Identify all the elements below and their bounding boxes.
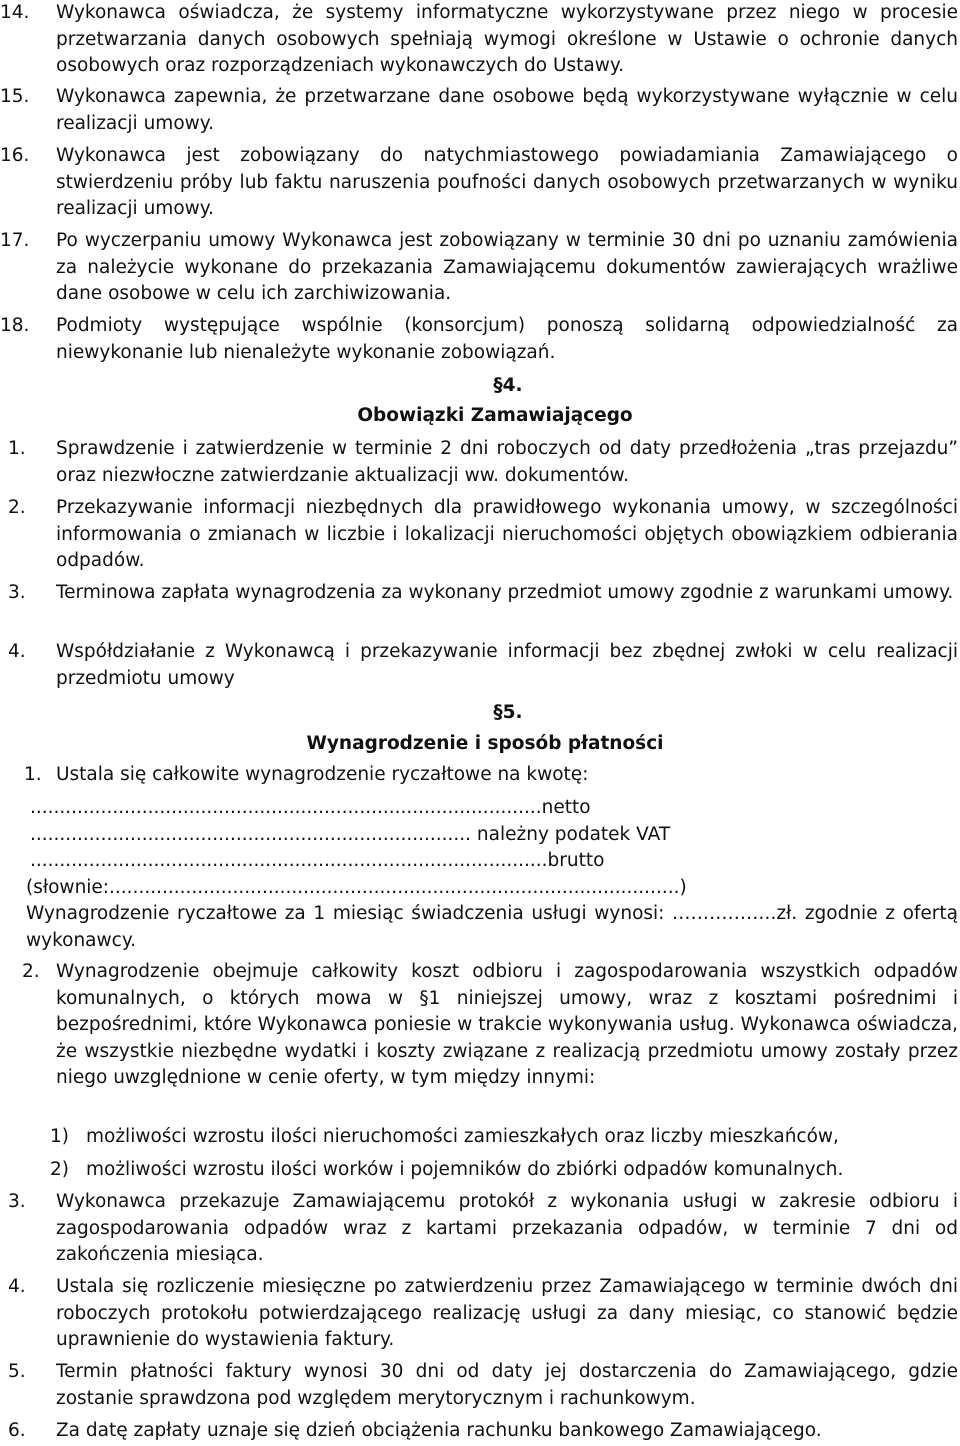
clause-number: 4. (8, 641, 26, 662)
duty-2 (0, 495, 958, 575)
clause-number: 14. (0, 2, 30, 23)
sub-item-2 (0, 1157, 958, 1184)
payment-2 (0, 959, 958, 1092)
clause-number: 1. (24, 764, 42, 785)
clause-18 (0, 313, 958, 366)
duty-3 (0, 580, 958, 607)
clause-number: 6. (8, 1420, 26, 1441)
clause-text: Wykonawca zapewnia, że przetwarzane dane osobowe będą wykorzystywane wyłącznie w celu realizacji umowy. (56, 86, 958, 134)
clause-text: Ustala się rozliczenie miesięczne po zatwierdzeniu przez Zamawiającego w terminie dwóch dni roboczych protokołu potwierdzającego realizację usługi za dany miesiąc, co stanowić będzie uprawnienie do wystawienia faktury. (56, 1276, 958, 1350)
section-title-5: Wynagrodzenie i sposób płatności (306, 733, 664, 754)
clause-text: Wykonawca oświadcza, że systemy informatyczne wykorzystywane przez niego w procesie przetwarzania danych osobowych spełniają wymogi określone w Ustawie o ochronie danych osobowych oraz rozporządzeniach wykonawczych do Ustawy. (56, 2, 958, 76)
section-title-4: Obowiązki Zamawiającego (357, 405, 633, 426)
sub-item-number: 1) (50, 1126, 69, 1147)
sub-item-1 (0, 1124, 958, 1151)
clause-14 (0, 0, 958, 80)
clause-text: Za datę zapłaty uznaje się dzień obciążenia rachunku bankowego Zamawiającego. (56, 1420, 822, 1441)
clause-number: 18. (0, 315, 30, 336)
duty-4 (0, 639, 958, 692)
sub-item-text: możliwości wzrostu ilości nieruchomości zamieszkałych oraz liczby mieszkańców, (86, 1126, 839, 1147)
clause-17 (0, 228, 958, 308)
payment-6 (0, 1418, 958, 1445)
clause-text: Wykonawca jest zobowiązany do natychmiastowego powiadamiania Zamawiającego o stwierdzeniu próby lub faktu naruszenia poufności danych osobowych przetwarzanych w wyniku realizacji umowy. (56, 145, 958, 219)
amount-in-words: (słownie:.................................................................................................) (26, 877, 687, 898)
clause-text: Po wyczerpaniu umowy Wykonawca jest zobowiązany w terminie 30 dni po uznaniu zamówienia za należycie wykonane do przekazania Zamawiającemu dokumentów zawierających wrażliwe dane osobowe w celu ich zarchiwizowania. (56, 230, 958, 304)
clause-number: 4. (8, 1276, 26, 1297)
clause-text: Wykonawca przekazuje Zamawiającemu protokół z wykonania usługi w zakresie odbioru i zagospodarowania odpadów wraz z kartami przekazania odpadów, w terminie 7 dni od zakończenia miesiąca. (56, 1191, 958, 1265)
clause-text: Współdziałanie z Wykonawcą i przekazywanie informacji bez zbędnej zwłoki w celu realizacji przedmiotu umowy (56, 641, 958, 689)
payment-5 (0, 1359, 958, 1412)
clause-number: 15. (0, 86, 30, 107)
clause-number: 2. (22, 961, 40, 982)
clause-number: 3. (8, 582, 26, 603)
clause-text: Podmioty występujące wspólnie (konsorcjum) ponoszą solidarną odpowiedzialność za niewykonanie lub nienależyte wykonanie zobowiązań. (56, 315, 958, 363)
payment-4 (0, 1274, 958, 1354)
clause-number: 2. (8, 497, 26, 518)
duty-1 (0, 436, 958, 489)
clause-text: Termin płatności faktury wynosi 30 dni od daty jej dostarczenia do Zamawiającego, gdzie zostanie sprawdzona pod względem merytorycznym i rachunkowym. (56, 1361, 958, 1409)
clause-text: Wynagrodzenie obejmuje całkowity koszt odbioru i zagospodarowania wszystkich odpadów komunalnych, o których mowa w §1 niniejszej umowy, wraz z kosztami pośrednimi i bezpośrednimi, które Wykonawca poniesie w trakcie wykonywania usług. Wykonawca oświadcza, że wszystkie niezbędne wydatki i koszty związane z realizacją przedmiotu umowy zostały przez niego uwzględnione w cenie oferty, w tym między innymi: (56, 961, 958, 1088)
amount-brutto: ........................................................................................brutto (30, 850, 605, 871)
sub-item-text: możliwości wzrostu ilości worków i pojemników do zbiórki odpadów komunalnych. (86, 1159, 844, 1180)
amount-vat: ........................................................................... należny podatek VAT (30, 824, 671, 845)
clause-text: Przekazywanie informacji niezbędnych dla prawidłowego wykonania umowy, w szczególności informowania o zmianach w liczbie i lokalizacji nieruchomości objętych obowiązkiem odbierania odpadów. (56, 497, 958, 571)
clause-number: 5. (8, 1361, 26, 1382)
section-number-4: §4. (493, 375, 523, 396)
clause-number: 3. (8, 1191, 26, 1212)
clause-number: 1. (8, 438, 26, 459)
payment-1 (24, 762, 958, 789)
clause-15 (0, 84, 958, 137)
section-number-5: §5. (493, 702, 523, 723)
clause-number: 17. (0, 230, 30, 251)
clause-number: 16. (0, 145, 30, 166)
clause-text: Terminowa zapłata wynagrodzenia za wykonany przedmiot umowy zgodnie z warunkami umowy. (56, 582, 954, 603)
payment-3 (0, 1189, 958, 1269)
monthly-fee (26, 901, 958, 954)
clause-text: Sprawdzenie i zatwierdzenie w terminie 2 dni roboczych od daty przedłożenia „tras przejazdu” oraz niezwłoczne zatwierdzanie aktualizacji ww. dokumentów. (56, 438, 958, 486)
clause-text: Ustala się całkowite wynagrodzenie ryczałtowe na kwotę: (56, 764, 589, 785)
clause-text: Wynagrodzenie ryczałtowe za 1 miesiąc świadczenia usługi wynosi: ……………..zł. zgodnie z ofertą wykonawcy. (26, 903, 958, 951)
clause-16 (0, 143, 958, 223)
sub-item-number: 2) (50, 1159, 69, 1180)
amount-netto: .......................................................................................netto (30, 797, 591, 818)
